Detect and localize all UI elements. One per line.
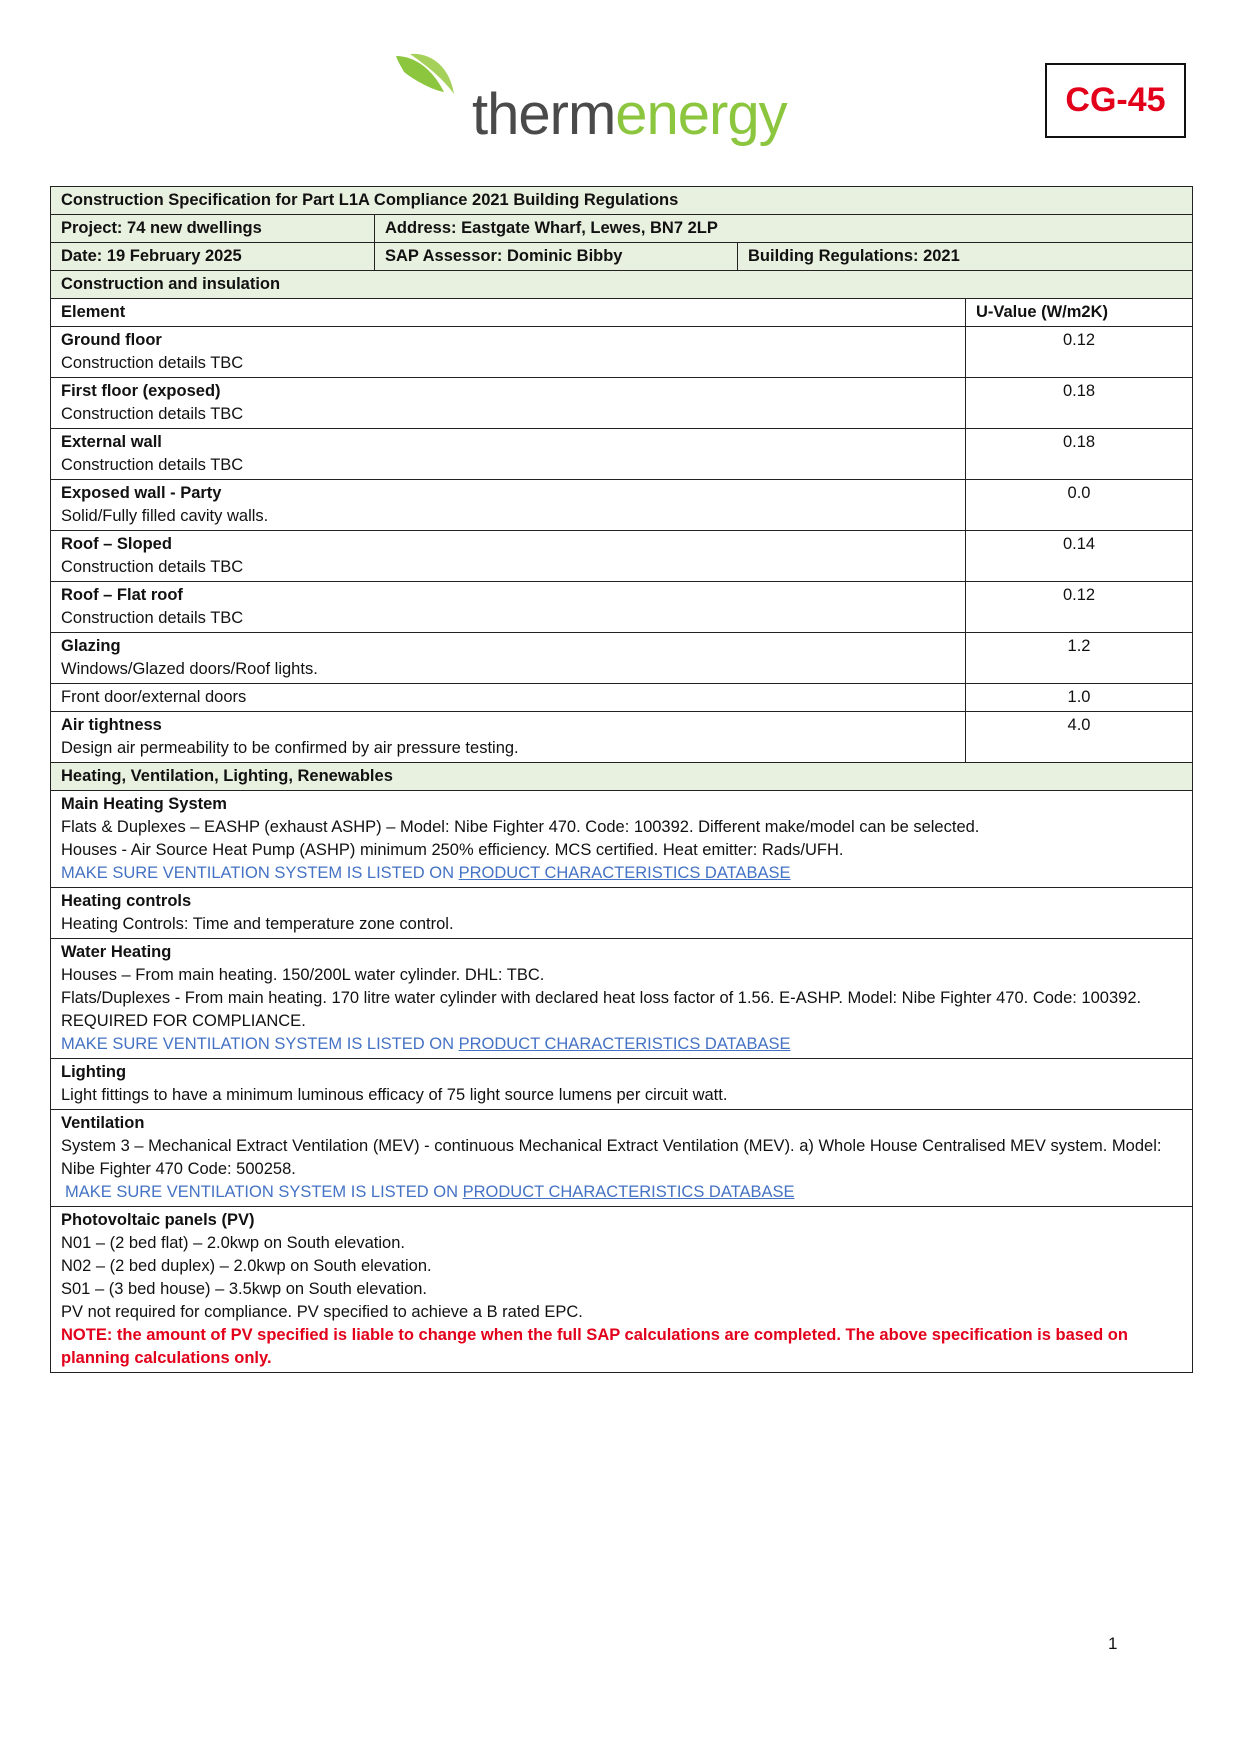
element-cell [51,327,966,378]
lighting-cell [51,1059,1193,1110]
logo-wordmark [472,82,787,147]
element-detail: Windows/Glazed doors/Roof lights. [61,660,318,678]
column-header-row [51,299,1193,327]
table-row [51,378,1193,429]
water-heating-row [51,939,1193,1059]
main-heating-cell [51,791,1193,888]
main-heating-title: Main Heating System [61,795,227,813]
spec-title: Construction Specification for Part L1A Compliance 2021 Building Regulations [51,187,1193,215]
pv-line: S01 – (3 bed house) – 3.5kwp on South elevation. [61,1280,428,1298]
specification-table [50,186,1193,1373]
database-notice [61,1033,1182,1056]
uvalue-cell: 0.0 [966,480,1193,531]
ventilation-row [51,1110,1193,1207]
element-detail: Construction details TBC [61,558,244,576]
pv-line: PV not required for compliance. PV specified to achieve a B rated EPC. [61,1303,583,1321]
element-name: Roof – Sloped [61,535,172,553]
table-row [51,684,1193,712]
document-code-box [1045,63,1186,138]
element-cell [51,633,966,684]
table-row [51,327,1193,378]
pv-note: NOTE: the amount of PV specified is liable to change when the full SAP calculations are completed. The above specification is based on planning calculations only. [61,1326,1128,1367]
water-heating-cell [51,939,1193,1059]
element-detail: Design air permeability to be confirmed by air pressure testing. [61,739,519,757]
uvalue-cell: 0.18 [966,378,1193,429]
element-detail: Construction details TBC [61,456,244,474]
title-row [51,187,1193,215]
database-notice [61,862,1182,885]
heating-controls-cell [51,888,1193,939]
element-name: Ground floor [61,331,162,349]
section-title-services: Heating, Ventilation, Lighting, Renewables [51,763,1193,791]
main-heating-row [51,791,1193,888]
element-name: Air tightness [61,716,162,734]
uvalue-cell: 0.14 [966,531,1193,582]
leaf-icon [392,50,482,130]
regs-cell: Building Regulations: 2021 [738,243,1193,271]
element-name: First floor (exposed) [61,382,221,400]
table-row [51,531,1193,582]
project-row [51,215,1193,243]
uvalue-cell: 0.18 [966,429,1193,480]
document-code: CG-45 [1065,81,1166,119]
element-name: Glazing [61,637,121,655]
heating-controls-line: Heating Controls: Time and temperature zone control. [61,915,454,933]
uvalue-cell: 0.12 [966,327,1193,378]
element-cell [51,480,966,531]
element-cell [51,582,966,633]
logo-wordmark-energy: energy [615,82,787,147]
uvalue-cell: 1.0 [966,684,1193,712]
thermenergy-logo [392,50,787,160]
product-database-link[interactable]: PRODUCT CHARACTERISTICS DATABASE [458,1035,791,1053]
lighting-row [51,1059,1193,1110]
element-name: External wall [61,433,162,451]
element-cell [51,712,966,763]
pv-line: N02 – (2 bed duplex) – 2.0kwp on South elevation. [61,1257,432,1275]
table-row [51,480,1193,531]
database-notice [61,1181,1182,1204]
section-header-services [51,763,1193,791]
element-detail: Construction details TBC [61,354,244,372]
product-database-link[interactable]: PRODUCT CHARACTERISTICS DATABASE [462,1183,795,1201]
element-cell [51,684,966,712]
logo-wordmark-therm: therm [472,82,616,147]
pv-title: Photovoltaic panels (PV) [61,1211,255,1229]
table-row [51,633,1193,684]
pv-line: N01 – (2 bed flat) – 2.0kwp on South elevation. [61,1234,405,1252]
assessor-cell: SAP Assessor: Dominic Bibby [375,243,738,271]
element-name: Front door/external doors [61,688,247,706]
product-database-link[interactable]: PRODUCT CHARACTERISTICS DATABASE [458,864,791,882]
uvalue-cell: 1.2 [966,633,1193,684]
main-heating-line: Houses - Air Source Heat Pump (ASHP) minimum 250% efficiency. MCS certified. Heat emitter: Rads/UFH. [61,841,844,859]
section-header-construction [51,271,1193,299]
ventilation-cell [51,1110,1193,1207]
table-row [51,712,1193,763]
pv-cell [51,1207,1193,1373]
project-cell: Project: 74 new dwellings [51,215,375,243]
database-notice-text: MAKE SURE VENTILATION SYSTEM IS LISTED ON [61,1035,459,1053]
lighting-line: Light fittings to have a minimum luminous efficacy of 75 light source lumens per circuit watt. [61,1086,728,1104]
element-detail: Construction details TBC [61,609,244,627]
heating-controls-title: Heating controls [61,892,192,910]
element-cell [51,429,966,480]
uvalue-cell: 4.0 [966,712,1193,763]
ventilation-title: Ventilation [61,1114,145,1132]
element-detail: Solid/Fully filled cavity walls. [61,507,269,525]
table-row [51,429,1193,480]
date-cell: Date: 19 February 2025 [51,243,375,271]
ventilation-line: System 3 – Mechanical Extract Ventilation (MEV) - continuous Mechanical Extract Ventilation (MEV). a) Whole House Centralised MEV system. Model: Nibe Fighter 470 Code: 500258. [61,1137,1162,1178]
section-title-construction: Construction and insulation [51,271,1193,299]
database-notice-text: MAKE SURE VENTILATION SYSTEM IS LISTED ON [61,864,459,882]
page-number: 1 [1108,1634,1118,1653]
element-cell [51,378,966,429]
water-heating-line: Houses – From main heating. 150/200L water cylinder. DHL: TBC. [61,966,545,984]
element-name: Exposed wall - Party [61,484,222,502]
main-heating-line: Flats & Duplexes – EASHP (exhaust ASHP) – Model: Nibe Fighter 470. Code: 100392. Different make/model can be selected. [61,818,980,836]
database-notice-text: MAKE SURE VENTILATION SYSTEM IS LISTED ON [65,1183,463,1201]
column-header-element: Element [51,299,966,327]
heating-controls-row [51,888,1193,939]
table-row [51,582,1193,633]
water-heating-title: Water Heating [61,943,172,961]
uvalue-cell: 0.12 [966,582,1193,633]
element-cell [51,531,966,582]
water-heating-line: Flats/Duplexes - From main heating. 170 litre water cylinder with declared heat loss factor of 1.56. E-ASHP. Model: Nibe Fighter 470. Code: 100392. REQUIRED FOR COMPLIANCE. [61,989,1142,1030]
lighting-title: Lighting [61,1063,127,1081]
address-cell: Address: Eastgate Wharf, Lewes, BN7 2LP [375,215,1193,243]
date-row [51,243,1193,271]
column-header-uvalue: U-Value (W/m2K) [966,299,1193,327]
element-name: Roof – Flat roof [61,586,183,604]
pv-row [51,1207,1193,1373]
element-detail: Construction details TBC [61,405,244,423]
